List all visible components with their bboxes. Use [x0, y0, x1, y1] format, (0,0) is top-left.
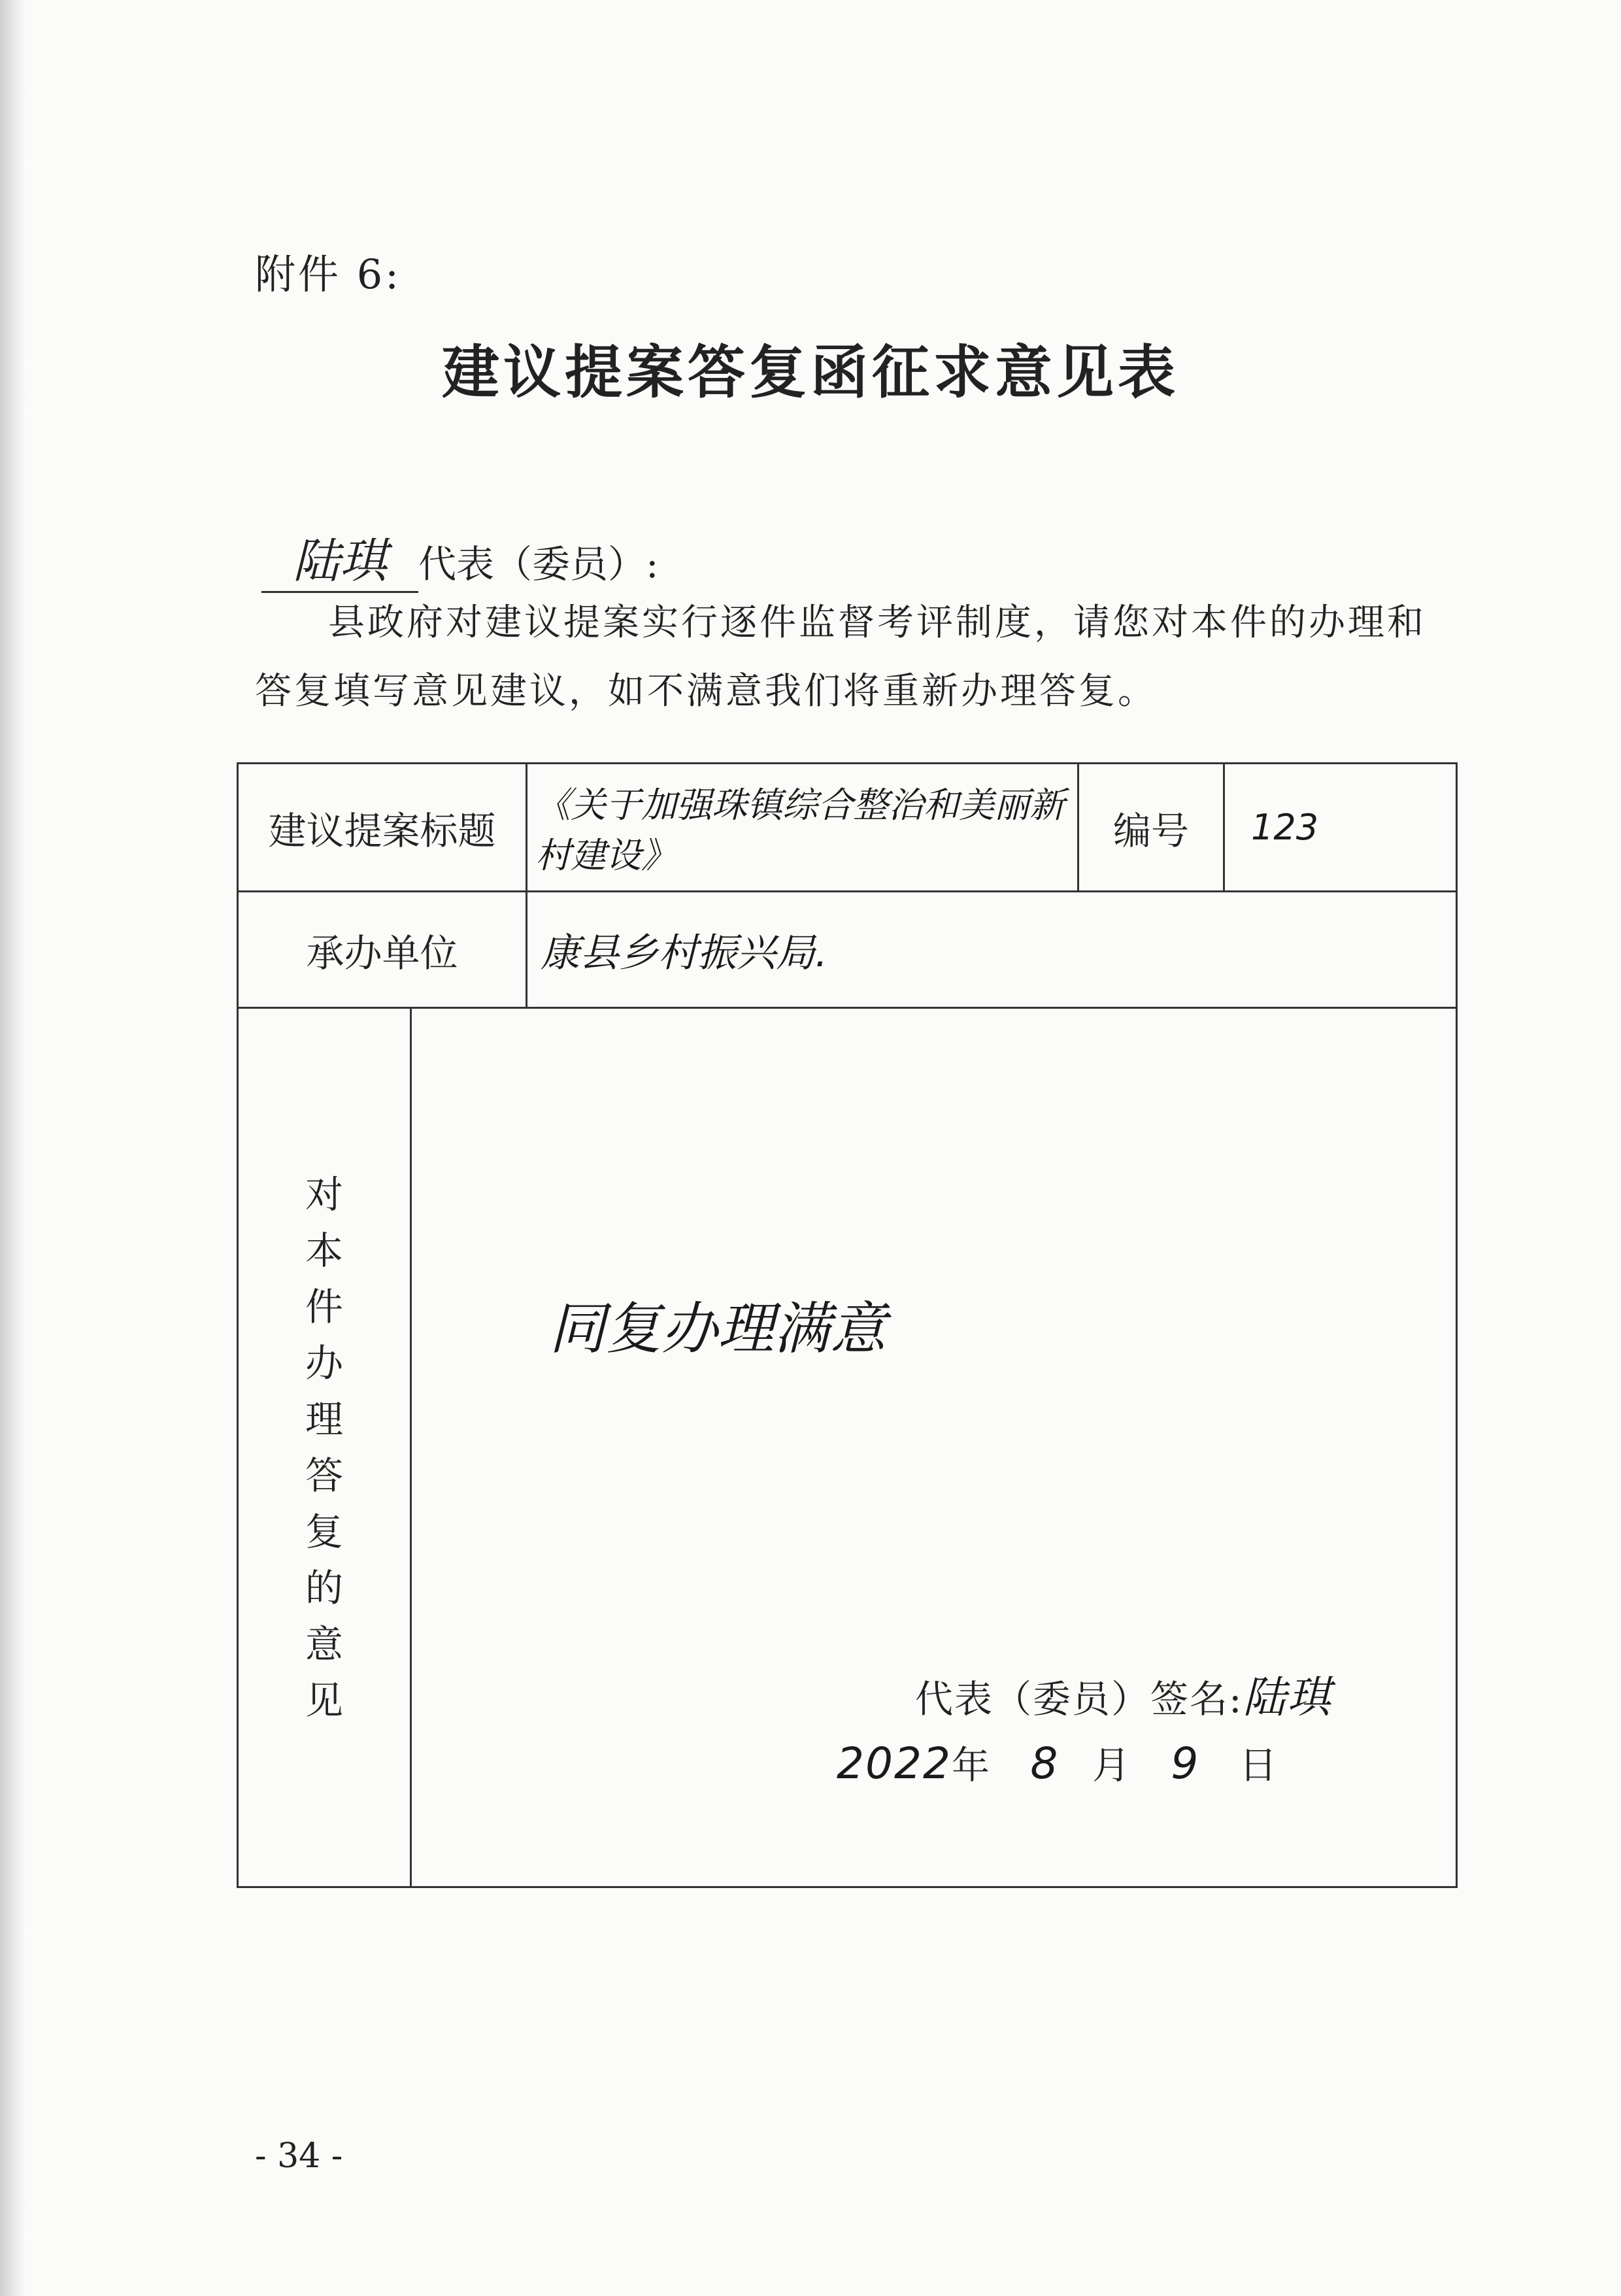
date-month-label: 月 — [1092, 1743, 1131, 1787]
salutation-suffix: 代表（委员）: — [418, 542, 659, 586]
title-label: 建议提案标题 — [238, 764, 527, 892]
opinion-label-char: 的 — [305, 1566, 343, 1610]
opinion-cell — [411, 1008, 1457, 1887]
opinion-label-char: 答 — [305, 1453, 343, 1498]
date-year: 2022 — [837, 1738, 952, 1789]
opinion-value: 同复办理满意 — [549, 1296, 886, 1362]
opinion-label-char: 见 — [305, 1678, 343, 1723]
number-value: 123 — [1224, 764, 1457, 892]
opinion-form-table — [237, 762, 1458, 1888]
date-day: 9 — [1171, 1738, 1200, 1789]
page-title: 建议提案答复函征求意见表 — [441, 338, 1179, 406]
signature-row — [915, 1663, 1332, 1725]
intro-paragraph: 县政府对建议提案实行逐件监督考评制度，请您对本件的办理和答复填写意见建议，如不满意我们将重新办理答复。 — [255, 601, 1426, 713]
unit-label: 承办单位 — [238, 892, 527, 1008]
opinion-label-char: 意 — [305, 1622, 343, 1666]
date-month: 8 — [1030, 1738, 1060, 1789]
date-year-label: 年 — [951, 1743, 991, 1787]
opinion-label-char: 件 — [305, 1285, 343, 1329]
opinion-label — [238, 1008, 411, 1887]
opinion-label-char: 复 — [305, 1510, 343, 1554]
salutation — [261, 523, 659, 588]
salutation-handwritten-name: 陆琪 — [261, 523, 418, 593]
title-value: 《关于加强珠镇综合整治和美丽新村建设》 — [527, 764, 1078, 892]
page-number: - 34 - — [255, 2136, 343, 2176]
unit-value: 康县乡村振兴局. — [527, 892, 1457, 1008]
attachment-label: 附件 6: — [255, 250, 402, 298]
date-row — [837, 1734, 1278, 1789]
signature-label: 代表（委员）签名: — [915, 1677, 1243, 1721]
number-label: 编号 — [1078, 764, 1224, 892]
opinion-label-char: 理 — [305, 1397, 343, 1442]
date-day-label: 日 — [1239, 1743, 1278, 1787]
opinion-label-char: 对 — [305, 1172, 343, 1217]
opinion-label-char: 办 — [305, 1341, 343, 1385]
opinion-label-char: 本 — [305, 1228, 343, 1273]
signature-value: 陆琪 — [1243, 1672, 1332, 1723]
